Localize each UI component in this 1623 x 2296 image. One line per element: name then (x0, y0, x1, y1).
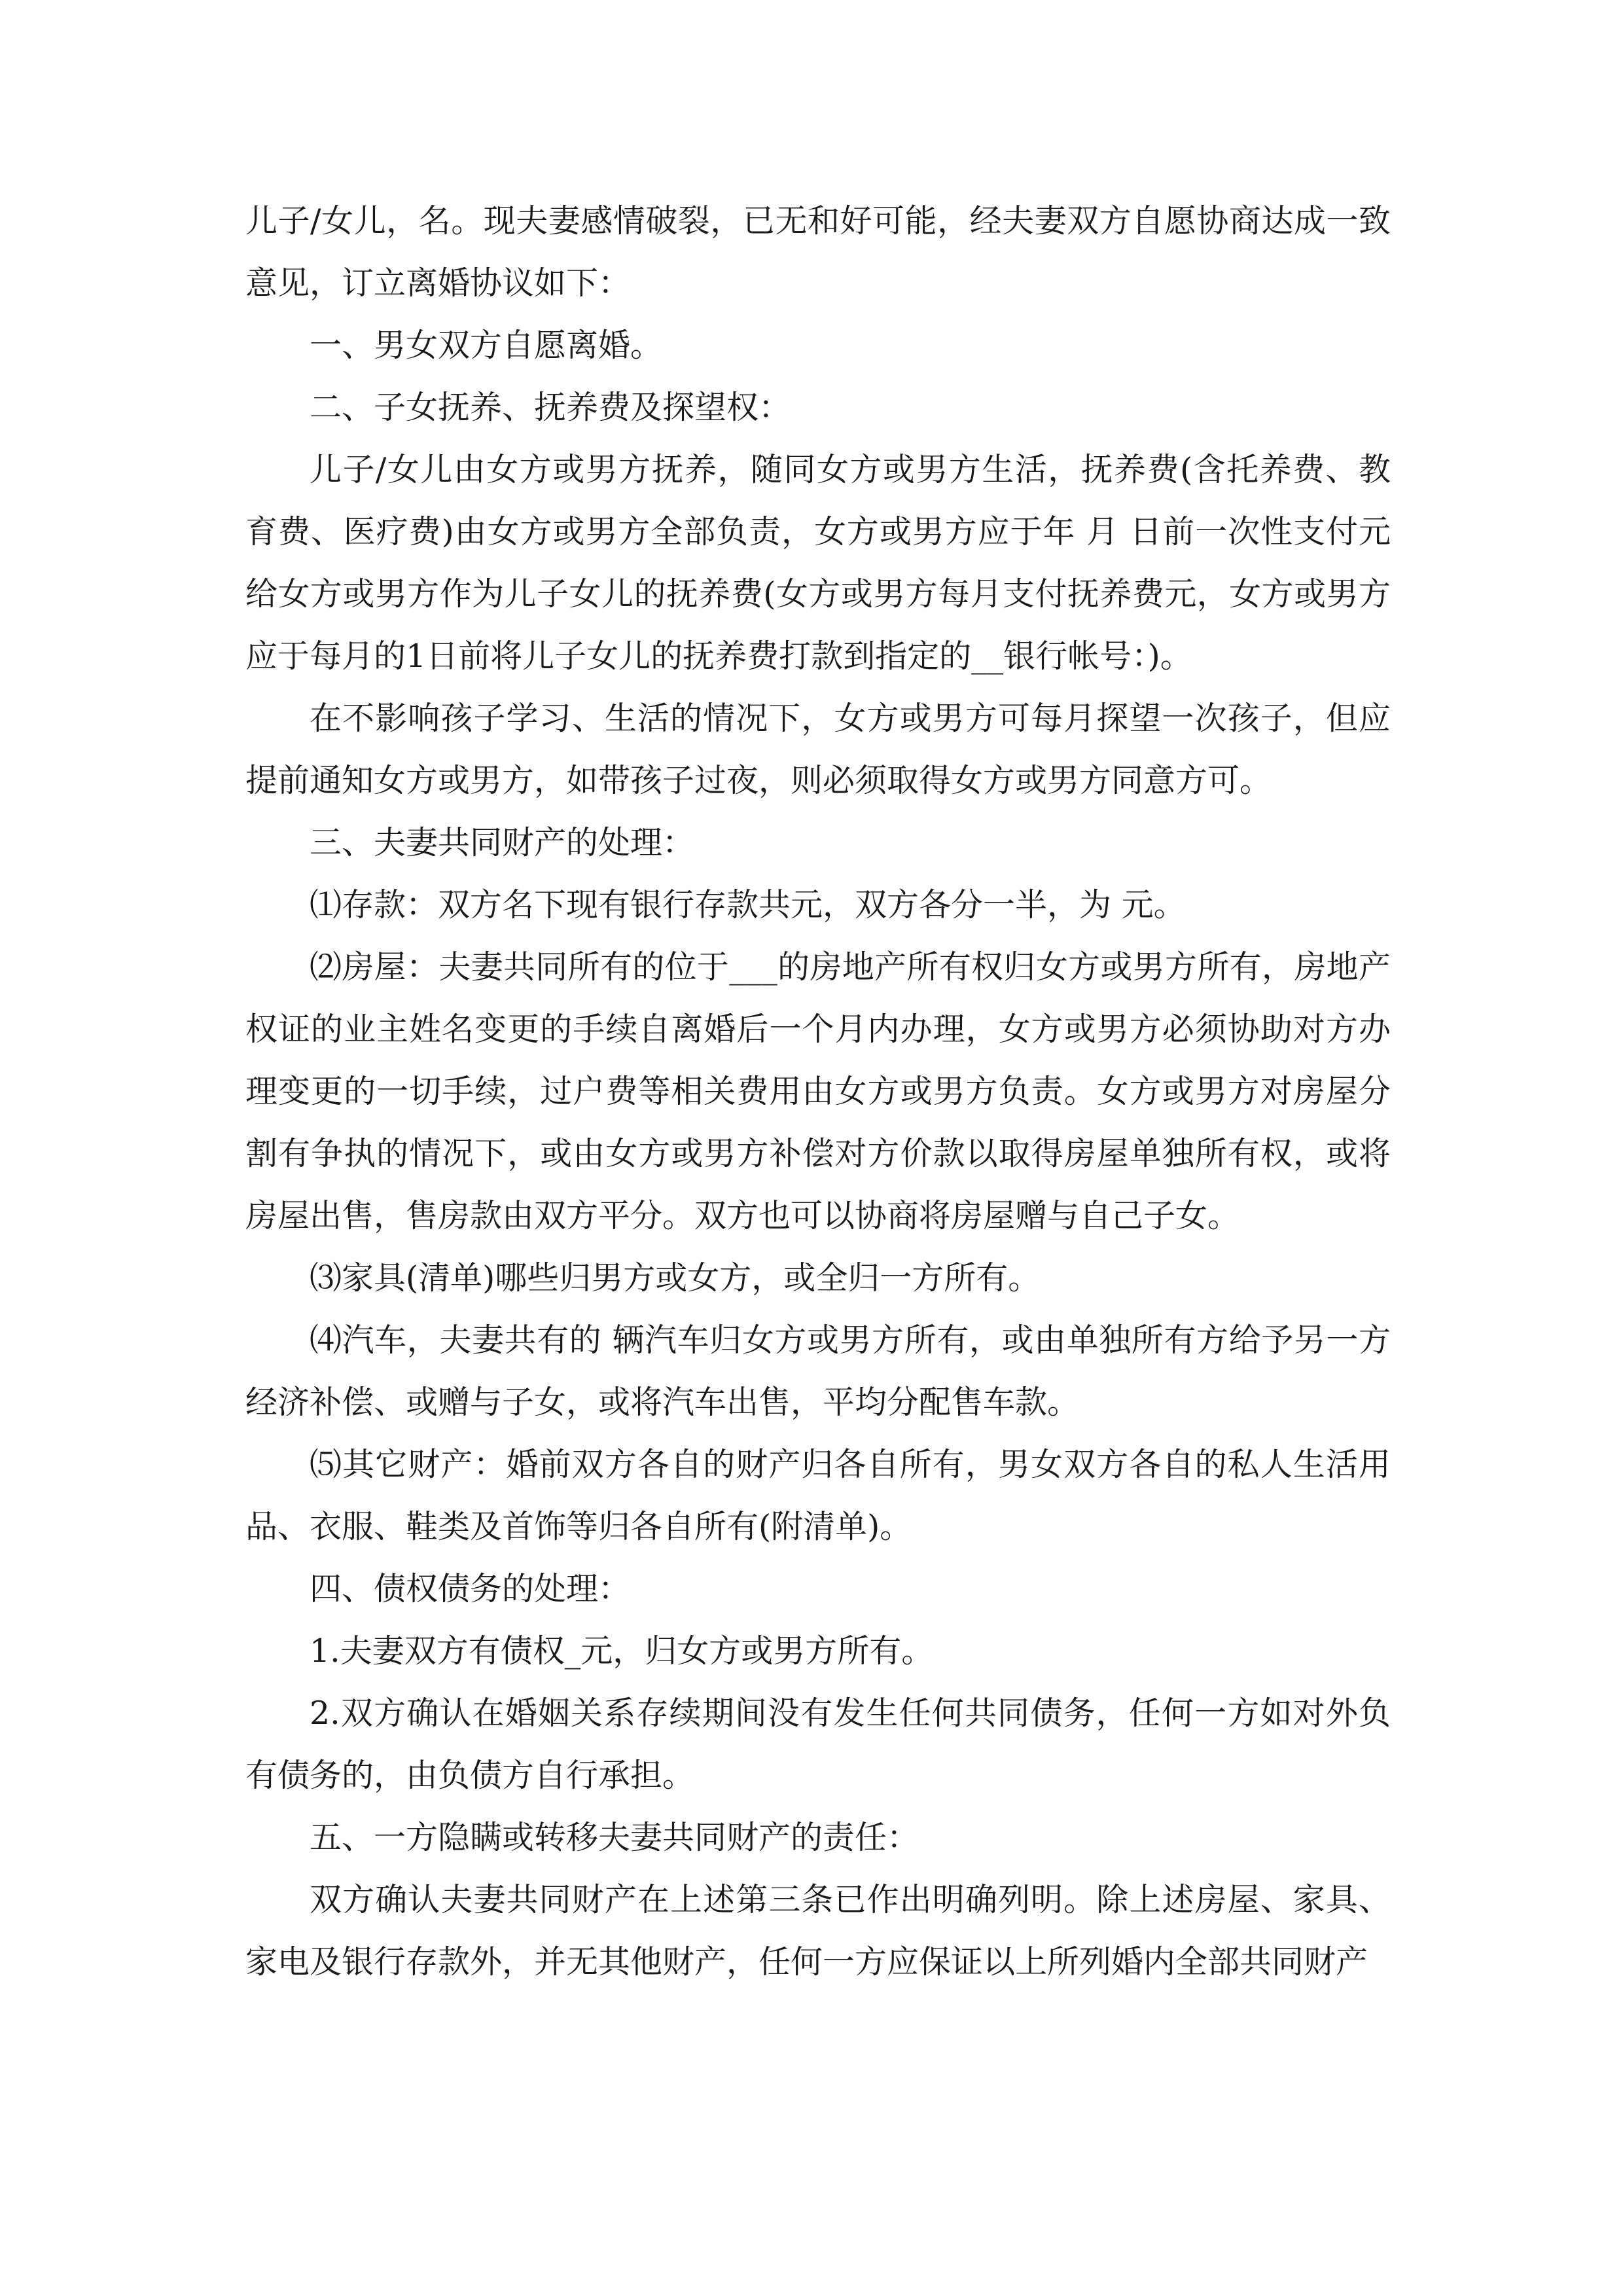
paragraph-car: ⑷汽车，夫妻共有的 辆汽车归女方或男方所有，或由单独所有方给予另一方经济补偿、或赠与子女，或将汽车出售，平均分配售车款。 (245, 1321, 1391, 1421)
paragraph-furniture: ⑶家具(清单)哪些归男方或女方，或全归一方所有。 (310, 1259, 1041, 1297)
paragraph-debts: 2.双方确认在婚姻关系存续期间没有发生任何共同债务，任何一方如对外负有债务的，由负债方自行承担。 (245, 1695, 1391, 1794)
paragraph-claims: 1.夫妻双方有债权_元，归女方或男方所有。 (310, 1632, 934, 1670)
paragraph-child-support: 儿子/女儿由女方或男方抚养，随同女方或男方生活，抚养费(含托养费、教育费、医疗费)由女方或男方全部负责，女方或男方应于年 月 日前一次性支付元给女方或男方作为儿子女儿的抚养费(女方或男方每月支付抚养费元，女方或男方应于每月的1日前将儿子女儿的抚养费打款到指定的__银行帐号：)。 (245, 451, 1391, 675)
document-body (245, 190, 1391, 1993)
paragraph-intro: 儿子/女儿，名。现夫妻感情破裂，已无和好可能，经夫妻双方自愿协商达成一致意见，订立离婚协议如下： (245, 202, 1391, 302)
heading-section-3: 三、夫妻共同财产的处理： (310, 824, 695, 861)
heading-section-1: 一、男女双方自愿离婚。 (310, 327, 663, 364)
heading-section-5: 五、一方隐瞒或转移夫妻共同财产的责任： (310, 1819, 919, 1856)
heading-section-4: 四、债权债务的处理： (310, 1570, 631, 1607)
heading-section-2: 二、子女抚养、抚养费及探望权： (310, 389, 791, 426)
paragraph-concealment: 双方确认夫妻共同财产在上述第三条已作出明确列明。除上述房屋、家具、家电及银行存款外，并无其他财产，任何一方应保证以上所列婚内全部共同财产 (245, 1881, 1391, 1981)
paragraph-deposits: ⑴存款：双方名下现有银行存款共元，双方各分一半，为 元。 (310, 886, 1186, 924)
paragraph-house: ⑵房屋：夫妻共同所有的位于___的房地产所有权归女方或男方所有，房地产权证的业主姓名变更的手续自离婚后一个月内办理，女方或男方必须协助对方办理变更的一切手续，过户费等相关费用由女方或男方负责。女方或男方对房屋分割有争执的情况下，或由女方或男方补偿对方价款以取得房屋单独所有权，或将房屋出售，售房款由双方平分。双方也可以协商将房屋赠与自己子女。 (245, 948, 1391, 1234)
paragraph-visitation: 在不影响孩子学习、生活的情况下，女方或男方可每月探望一次孩子，但应提前通知女方或男方，如带孩子过夜，则必须取得女方或男方同意方可。 (245, 700, 1391, 799)
paragraph-other-property: ⑸其它财产：婚前双方各自的财产归各自所有，男女双方各自的私人生活用品、衣服、鞋类及首饰等归各自所有(附清单)。 (245, 1446, 1391, 1545)
